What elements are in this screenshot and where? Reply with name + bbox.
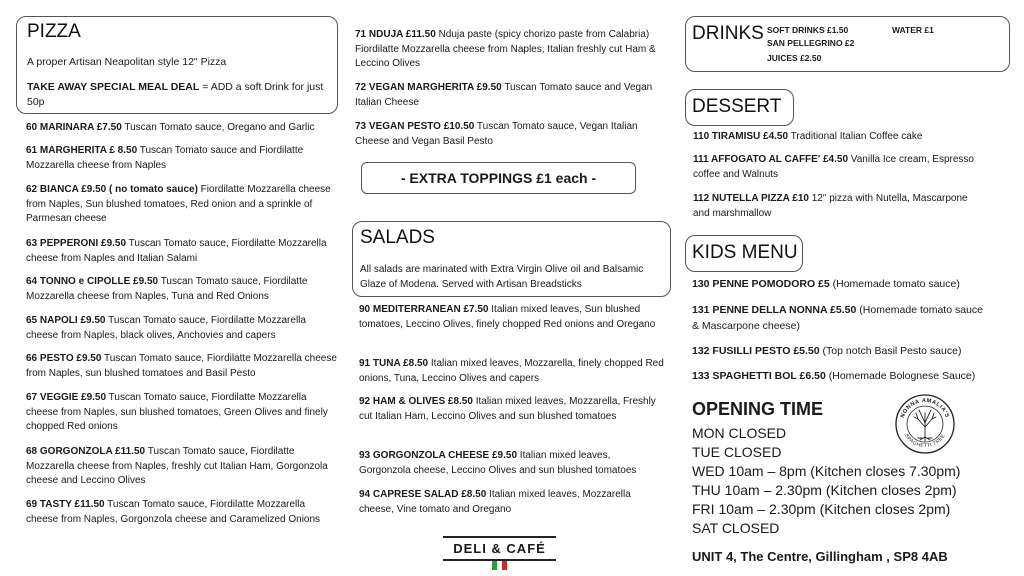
menu-item-62 (26, 183, 338, 227)
pizza-description: A proper Artisan Neapolitan style 12" Pizza (27, 56, 227, 68)
menu-item-131 (692, 302, 992, 334)
item-name: 91 TUNA £8.50 (359, 358, 429, 369)
item-desc: Tuscan Tomato sauce, Fiordilatte Mozzarella cheese from Naples, Tuna and Red Onions (26, 276, 308, 302)
menu-item-130 (692, 276, 1012, 292)
item-desc: Vanilla Ice cream, Espresso coffee and Walnuts (693, 154, 974, 180)
meal-deal-label: TAKE AWAY SPECIAL MEAL DEAL (27, 81, 200, 93)
menu-item-66 (26, 352, 338, 381)
kids-menu-title: KIDS MENU (692, 242, 798, 263)
item-name: 63 PEPPERONI £9.50 (26, 238, 127, 249)
item-name: 69 TASTY £11.50 (26, 499, 105, 510)
item-name: 110 TIRAMISU £4.50 (693, 131, 789, 142)
juices: JUICES £2.50 (767, 53, 822, 63)
menu-item-132 (692, 343, 1012, 359)
menu-item-91 (359, 357, 664, 386)
meal-deal (27, 80, 333, 110)
item-name: 130 PENNE POMODORO £5 (692, 278, 830, 290)
extra-toppings-box (361, 162, 636, 194)
item-desc: Nduja paste (spicy chorizo paste from Calabria) Fiordilatte Mozzarella cheese from Naples, Italian freshly cut Ham & Leccino Olives (355, 29, 656, 69)
item-name: 68 GORGONZOLA £11.50 (26, 446, 146, 457)
san-pellegrino: SAN PELLEGRINO £2 (767, 38, 855, 48)
extra-toppings-label: - EXTRA TOPPINGS £1 each - (400, 170, 597, 186)
flag-red (502, 561, 507, 570)
item-name: 90 MEDITERRANEAN £7.50 (359, 304, 489, 315)
item-desc: Tuscan Tomato sauce, Fiordilatte Mozzarella cheese from Naples, sun blushed tomatoes and Basil Pesto (26, 353, 337, 379)
hours-fri: FRI 10am – 2.30pm (Kitchen closes 2pm) (692, 501, 951, 517)
item-name: 112 NUTELLA PIZZA £10 (693, 193, 809, 204)
item-name: 65 NAPOLI £9.50 (26, 315, 106, 326)
soft-drinks: SOFT DRINKS £1.50 (767, 25, 849, 35)
item-desc: Italian mixed leaves, Gorgonzola cheese, Leccino Olives and sun blushed tomatoes (359, 450, 637, 476)
menu-item-90 (359, 303, 664, 332)
menu-item-63 (26, 237, 338, 266)
kids-menu-section (685, 235, 803, 272)
item-desc: 12" pizza with Nutella, Mascarpone and marshmallow (693, 193, 968, 219)
hours-tue: TUE CLOSED (692, 444, 782, 460)
item-desc: (Homemade tomato sauce & Mascarpone cheese) (692, 304, 984, 332)
menu-item-73 (355, 120, 660, 149)
water: WATER £1 (892, 25, 934, 35)
salads-section (352, 221, 671, 297)
pizza-title: PIZZA (27, 21, 81, 42)
item-desc: Italian mixed leaves, Sun blushed tomatoes, Leccino Olives, finely chopped Red onions and Oregano (359, 304, 656, 330)
item-name: 94 CAPRESE SALAD £8.50 (359, 489, 487, 500)
hours-mon: MON CLOSED (692, 425, 787, 441)
menu-item-64 (26, 275, 338, 304)
salads-intro: All salads are marinated with Extra Virgin Olive oil and Balsamic Glaze of Modena. Served with Artisan Breadsticks (360, 264, 644, 290)
hours-sat: SAT CLOSED (692, 520, 780, 536)
item-name: 93 GORGONZOLA CHEESE £9.50 (359, 450, 518, 461)
dessert-title: DESSERT (692, 96, 782, 117)
item-desc: (Top notch Basil Pesto sauce) (819, 345, 962, 357)
item-name: 131 PENNE DELLA NONNA £5.50 (692, 304, 857, 316)
logo-text: DELI & CAFÉ (453, 541, 546, 556)
menu-item-71 (355, 28, 660, 72)
menu-item-69 (26, 498, 338, 527)
item-name: 111 AFFOGATO AL CAFFE' £4.50 (693, 154, 849, 165)
stamp-top-text: NONNA AMALIA'S (899, 397, 951, 419)
dessert-section (685, 89, 794, 126)
meal-deal-text: = ADD a soft Drink for just 50p (27, 81, 324, 108)
item-desc: Italian mixed leaves, Mozzarella, finely chopped Red onions, Tuna, Leccino Olives and capers (359, 358, 664, 384)
menu-item-133 (692, 368, 1012, 384)
item-name: 60 MARINARA £7.50 (26, 122, 122, 133)
nonna-amalias-stamp (894, 393, 956, 455)
menu-item-112 (693, 192, 983, 221)
item-desc: Tuscan Tomato sauce, Oregano and Garlic (121, 122, 315, 133)
logo-top-rule (443, 536, 556, 538)
salads-title: SALADS (360, 227, 435, 248)
menu-item-67 (26, 391, 338, 435)
menu-item-68 (26, 445, 338, 489)
drinks-section (685, 16, 1010, 72)
item-name: 72 VEGAN MARGHERITA £9.50 (355, 82, 502, 93)
item-desc: Italian mixed leaves, Mozzarella, Freshly cut Italian Ham, Leccino Olives and sun blushed tomatoes (359, 396, 656, 422)
item-desc: Tuscan Tomato sauce, Fiordilatte Mozzarella cheese from Naples and Italian Salami (26, 238, 327, 264)
pizza-section (16, 16, 338, 114)
menu-item-72 (355, 81, 660, 110)
italian-flag-icon (492, 561, 507, 570)
item-name: 132 FUSILLI PESTO £5.50 (692, 345, 820, 357)
drinks-title: DRINKS (692, 23, 764, 44)
item-name: 71 NDUJA £11.50 (355, 29, 436, 40)
item-desc: (Homemade Bolognese Sauce) (825, 370, 976, 382)
item-name: 92 HAM & OLIVES £8.50 (359, 396, 473, 407)
opening-time-title: OPENING TIME (692, 399, 824, 419)
item-name: 67 VEGGIE £9.50 (26, 392, 107, 403)
menu-item-110 (693, 130, 1013, 145)
menu-item-94 (359, 488, 664, 517)
menu-item-93 (359, 449, 664, 478)
item-name: 133 SPAGHETTI BOL £6.50 (692, 370, 826, 382)
item-desc: Tuscan Tomato sauce, Vegan Italian Cheese and Vegan Basil Pesto (355, 121, 638, 147)
address: UNIT 4, The Centre, Gillingham , SP8 4AB (692, 549, 948, 564)
item-desc: Fiordilatte Mozzarella cheese from Naples, Sun blushed tomatoes, Red onion and a sprinkle of Parmesan cheese (26, 184, 331, 224)
stamp-bottom-text: SPAGHETTI TREE (903, 433, 947, 450)
item-name: 64 TONNO e CIPOLLE £9.50 (26, 276, 159, 287)
hours-thu: THU 10am – 2.30pm (Kitchen closes 2pm) (692, 482, 957, 498)
item-name: 73 VEGAN PESTO £10.50 (355, 121, 475, 132)
item-desc: Tuscan Tomato sauce and Fiordilatte Mozzarella cheese from Naples (26, 145, 304, 171)
item-desc: Italian mixed leaves, Mozzarella cheese, Vine tomato and Oregano (359, 489, 631, 515)
item-desc: Traditional Italian Coffee cake (788, 131, 923, 142)
item-name: 62 BIANCA £9.50 ( no tomato sauce) (26, 184, 198, 195)
item-name: 66 PESTO £9.50 (26, 353, 102, 364)
item-desc: Tuscan Tomato sauce, Fiordilatte Mozzarella cheese from Naples, sun blushed tomatoes, Green Olives and finely chopped Red onions (26, 392, 328, 432)
menu-item-60 (26, 121, 338, 136)
item-desc: Tuscan Tomato sauce, Fiordilatte Mozzarella cheese from Naples, black olives, Anchovies and capers (26, 315, 306, 341)
item-desc: Tuscan Tomato sauce, Fiordilatte Mozzarella cheese from Naples, Gorgonzola cheese and Caramelized Onions (26, 499, 321, 525)
menu-item-92 (359, 395, 664, 424)
menu-item-61 (26, 144, 338, 173)
menu-item-111 (693, 153, 983, 182)
deli-cafe-logo (443, 536, 556, 570)
item-name: 61 MARGHERITA £ 8.50 (26, 145, 138, 156)
hours-wed: WED 10am – 8pm (Kitchen closes 7.30pm) (692, 463, 961, 479)
item-desc: Tuscan Tomato sauce and Vegan Italian Cheese (355, 82, 653, 108)
menu-item-65 (26, 314, 338, 343)
item-desc: Tuscan Tomato sauce, Fiordilatte Mozzarella cheese from Naples, freshly cut Italian Ham, Gorgonzola cheese and Leccino Olives (26, 446, 328, 486)
item-desc: (Homemade tomato sauce) (829, 278, 960, 290)
